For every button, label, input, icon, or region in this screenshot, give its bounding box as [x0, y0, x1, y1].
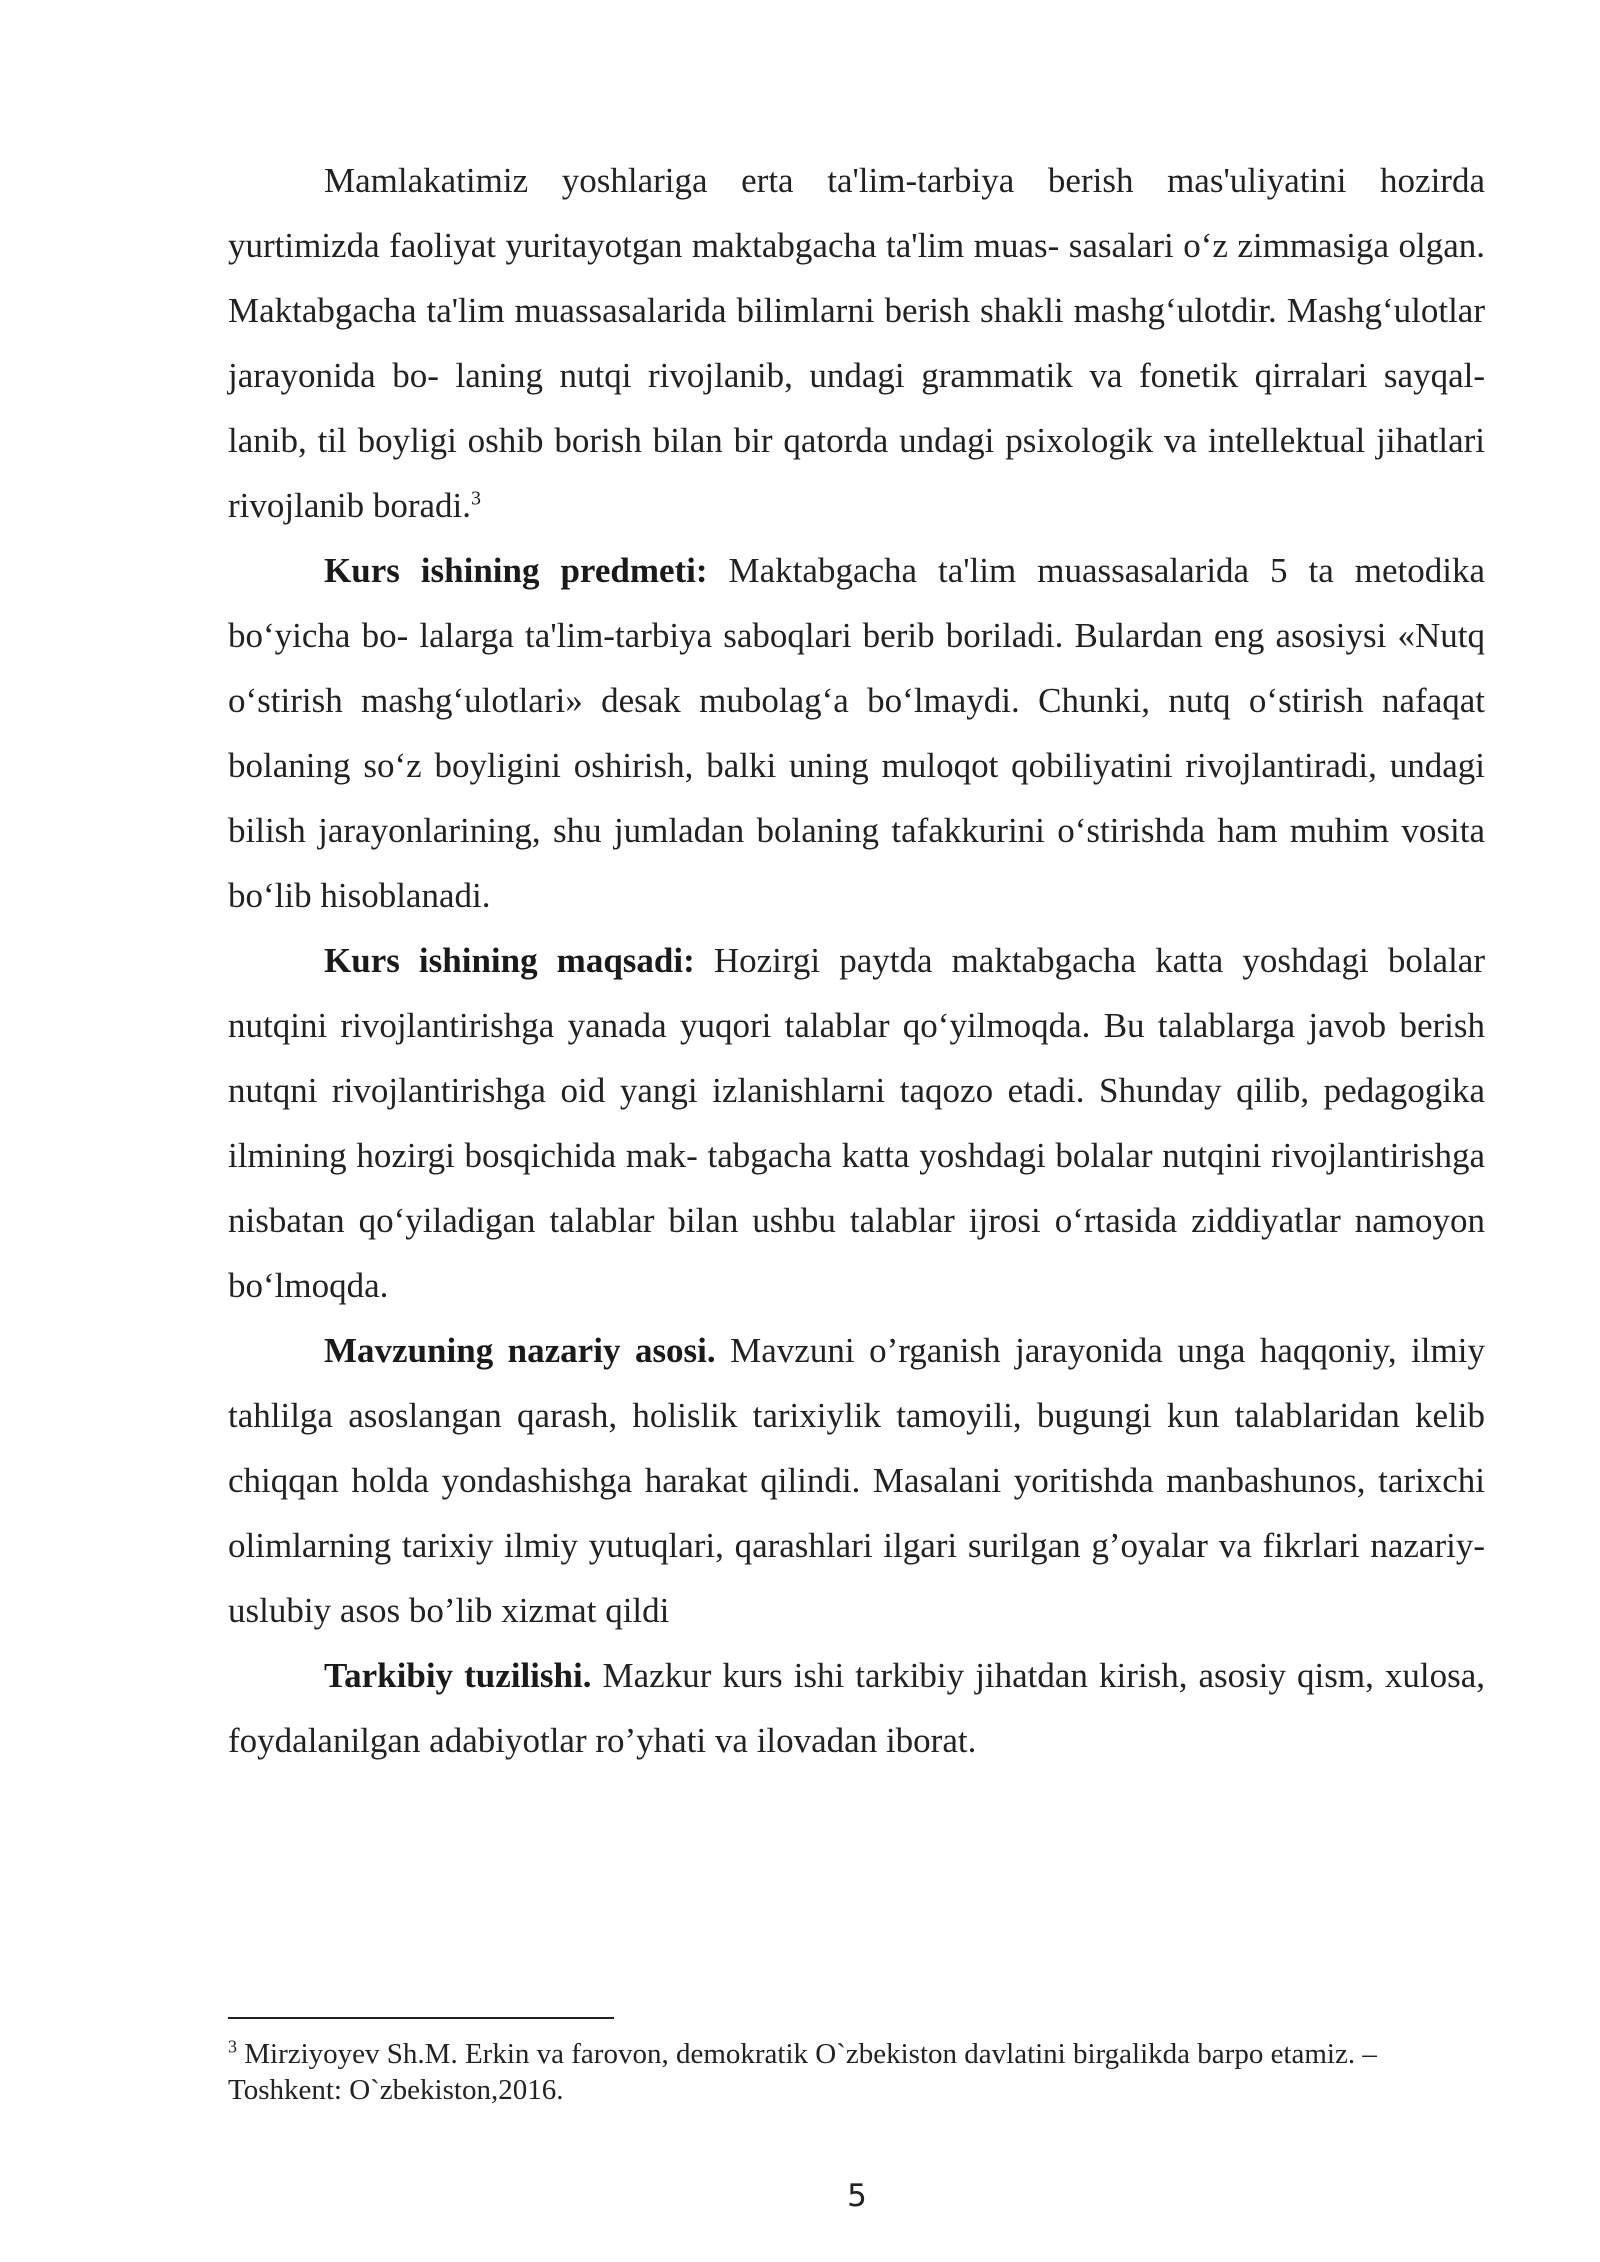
footnote-marker: 3	[228, 2036, 237, 2057]
paragraph-intro	[228, 148, 1485, 538]
paragraph-subject	[228, 538, 1485, 928]
body-text	[228, 148, 1485, 1773]
footnote	[228, 2036, 1485, 2108]
paragraph-goal	[228, 928, 1485, 1318]
footnote-divider	[228, 2017, 614, 2019]
paragraph-text: Hozirgi paytda maktabgacha katta yoshdagi bolalar nutqini rivojlantirishga yanada yuqori talablar qo‘yilmoqda. Bu talablarga javob berish nutqni rivojlantirishga oid yangi izlanishlarni taqozo etadi. Shunday qilib, pedagogika ilmining hozirgi bosqichida mak- tabgacha katta yoshdagi bolalar nutqini rivojlantirishga nisbatan qo‘yiladigan talablar bilan ushbu talablar ijrosi o‘rtasida ziddiyatlar namoyon bo‘lmoqda.	[228, 941, 1485, 1305]
paragraph-heading: Kurs ishining maqsadi:	[324, 941, 695, 980]
paragraph-heading: Kurs ishining predmeti:	[324, 551, 708, 590]
paragraph-structure	[228, 1643, 1485, 1773]
page-number: 5	[847, 2178, 867, 2214]
paragraph-heading: Tarkibiy tuzilishi.	[324, 1656, 592, 1695]
paragraph-text: Mavzuni o’rganish jarayonida unga haqqoniy, ilmiy tahlilga asoslangan qarash, holislik tarixiylik tamoyili, bugungi kun talablaridan kelib chiqqan holda yondashishga harakat qilindi. Masalani yoritishda manbashunos, tarixchi olimlarning tarixiy ilmiy yutuqlari, qarashlari ilgari surilgan g’oyalar va fikrlari nazariy-uslubiy asos bo’lib xizmat qildi	[228, 1331, 1485, 1630]
footnote-text: Mirziyoyev Sh.M. Erkin va farovon, demokratik O`zbekiston davlatini birgalikda barpo etamiz. –Toshkent: O`zbekiston,2016.	[228, 2038, 1377, 2106]
paragraph-text: Maktabgacha ta'lim muassasalarida 5 ta metodika bo‘yicha bo- lalarga ta'lim-tarbiya saboqlari berib boriladi. Bulardan eng asosiysi «Nutq o‘stirish mashg‘ulotlari» desak mubolag‘a bo‘lmaydi. Chunki, nutq o‘stirish nafaqat bolaning so‘z boyligini oshirish, balki uning muloqot qobiliyatini rivojlantiradi, undagi bilish jarayonlarining, shu jumladan bolaning tafakkurini o‘stirishda ham muhim vosita bo‘lib hisoblanadi.	[228, 551, 1485, 915]
paragraph-theory	[228, 1318, 1485, 1643]
paragraph-text: Mazkur kurs ishi tarkibiy jihatdan kirish, asosiy qism, xulosa, foydalanilgan adabiyotlar ro’yhati va ilovadan iborat.	[228, 1656, 1485, 1760]
paragraph-text: Mamlakatimiz yoshlariga erta ta'lim-tarbiya berish mas'uliyatini hozirda yurtimizda faoliyat yuritayotgan maktabgacha ta'lim muas- sasalari o‘z zimmasiga olgan. Maktabgacha ta'lim muassasalarida bilimlarni berish shakli mashg‘ulotdir. Mashg‘ulotlar jarayonida bo- laning nutqi rivojlanib, undagi grammatik va fonetik qirralari sayqal- lanib, til boyligi oshib borish bilan bir qatorda undagi psixologik va intellektual jihatlari rivojlanib boradi.	[228, 161, 1485, 525]
footnote-reference[interactable]: 3	[471, 487, 482, 510]
paragraph-heading: Mavzuning nazariy asosi.	[324, 1331, 716, 1370]
